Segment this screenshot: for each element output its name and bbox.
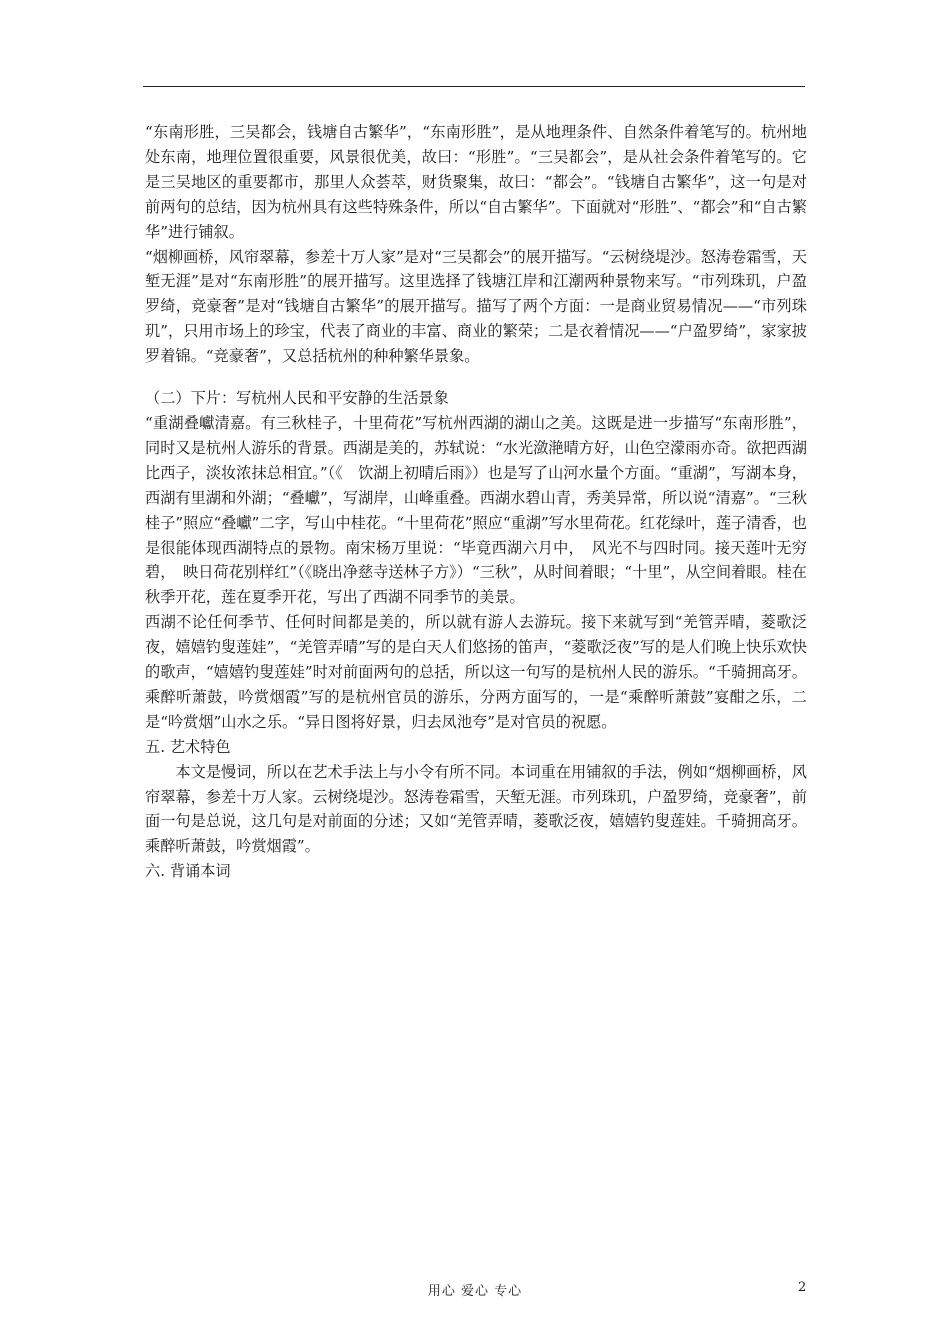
section-heading-art: 五. 艺术特色 xyxy=(145,737,231,756)
section-heading-xiapian: （二）下片：写杭州人民和平安静的生活景象 xyxy=(145,389,449,408)
page-number: 2 xyxy=(798,1280,807,1295)
document-body xyxy=(145,120,807,884)
paragraph-xihu: 西湖不论任何季节、任何时间都是美的，所以就有游人去游玩。接下来就写到“羌管弄晴，菱歌泛夜，嬉嬉钓叟莲娃”，“羌管弄晴”写的是白天人们悠扬的笛声，“菱歌泛夜”写的是人们晚上快乐欢快的歌声，“嬉嬉钓叟莲娃”时对前面两句的总括，所以这一句写的是杭州人民的游乐。“千骑拥高牙。乘醉听萧鼓，吟赏烟霞”写的是杭州官员的游乐，分两方面写的，一是“乘醉听萧鼓”宴酣之乐，二是“吟赏烟”山水之乐。“异日图将好景，归去凤池夸”是对官员的祝愿。 xyxy=(145,613,807,731)
paragraph-chonghu: “重湖叠巘清嘉。有三秋桂子，十里荷花”写杭州西湖的湖山之美。这既是进一步描写“东南形胜”，同时又是杭州人游乐的背景。西湖是美的，苏轼说：“水光潋滟晴方好，山色空濛雨亦奇。欲把西湖比西子，淡妆浓抹总相宜。”（《 饮湖上初晴后雨》）也是写了山河水量个方面。“重湖”，写湖本身，西湖有里湖和外湖；“叠巘”，写湖岸，山峰重叠。西湖水碧山青，秀美异常，所以说“清嘉”。“三秋桂子”照应“叠巘”二字，写山中桂花。“十里荷花”照应“重湖”写水里荷花。红花绿叶，莲子清香，也是很能体现西湖特点的景物。南宋杨万里说：“毕竟西湖六月中， 风光不与四时同。接天莲叶无穷碧， 映日荷花别样红”（《晓出净慈寺送林子方》）“三秋”，从时间着眼；“十里”，从空间着眼。桂在秋季开花，莲在夏季开花，写出了西湖不同季节的美景。 xyxy=(145,413,807,607)
header-rule xyxy=(143,86,805,87)
footer-motto: 用心 爱心 专心 xyxy=(427,1284,523,1299)
section-heading-recite: 六. 背诵本词 xyxy=(145,862,231,881)
paragraph-yanliu: “烟柳画桥，风帘翠幕，参差十万人家”是对“三吴都会”的展开描写。“云树绕堤沙。怒涛卷霜雪，天堑无涯”是对“东南形胜”的展开描写。这里选择了钱塘江岸和江潮两种景物来写。“市列珠玑，户盈罗绮，竞豪奢”是对“钱塘自古繁华”的展开描写。描写了两个方面：一是商业贸易情况——“市列珠玑”，只用市场上的珍宝，代表了商业的丰富、商业的繁荣；二是衣着情况——“户盈罗绮”，家家披罗着锦。“竞豪奢”，又总括杭州的种种繁华景象。 xyxy=(145,247,807,366)
paragraph-xingsheng: “东南形胜，三吴都会，钱塘自古繁华”，“东南形胜”，是从地理条件、自然条件着笔写的。杭州地处东南，地理位置很重要，风景很优美，故曰：“形胜”。“三吴都会”，是从社会条件着笔写的。它是三吴地区的重要都市，那里人众荟萃，财货聚集，故曰：“都会”。“钱塘自古繁华”，这一句是对前两句的总结，因为杭州具有这些特殊条件，所以“自古繁华”。下面就对“形胜”、“都会”和“自古繁华”进行铺叙。 xyxy=(145,123,807,241)
paragraph-art: 本文是慢词，所以在艺术手法上与小令有所不同。本词重在用铺叙的手法，例如“烟柳画桥，风帘翠幕，参差十万人家。云树绕堤沙。怒涛卷霜雪，天堑无涯。市列珠玑，户盈罗绮，竞豪奢”，前面一句是总说，这几句是对前面的分述；又如“羌管弄晴，菱歌泛夜，嬉嬉钓叟莲娃。千骑拥高牙。乘醉听萧鼓，吟赏烟霞”。 xyxy=(145,762,807,856)
